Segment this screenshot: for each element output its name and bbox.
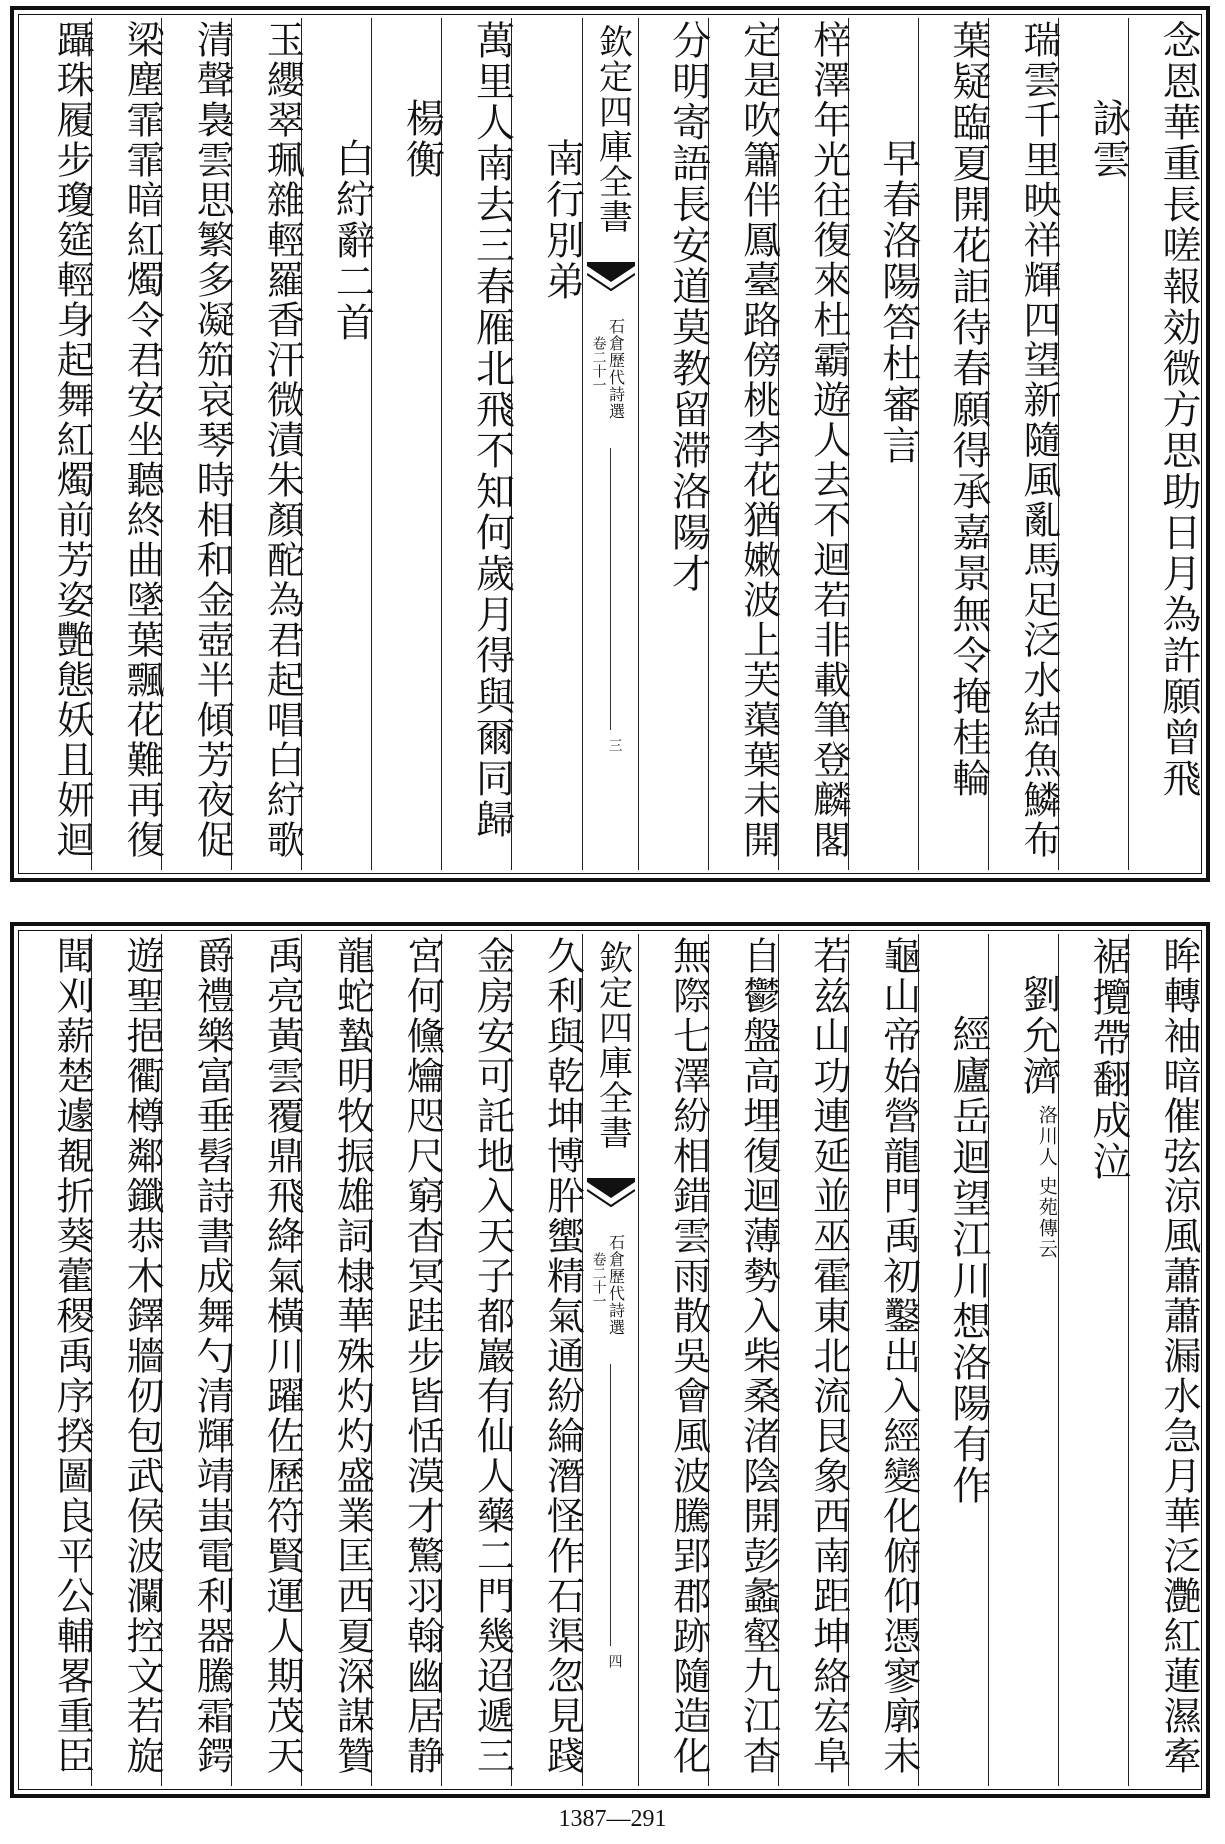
column-text: 清聲裊雲思繁多凝笳哀琴時相和金壺半傾芳夜促 <box>190 20 235 860</box>
column-text: 宮何儵爚咫尺窮杳冥跬步皆恬漠才驚羽翰幽居静 <box>400 936 445 1776</box>
text-column <box>371 18 445 870</box>
volume-label: 卷二十一 <box>590 1252 607 1308</box>
column-text: 若兹山功連延並巫霍東北流艮象西南距坤絡宏阜 <box>806 936 851 1776</box>
column-text: 定是吹簫伴鳳臺路傍桃李花猶嫩波上芙蕖葉未開 <box>736 20 781 860</box>
source-title: 石倉歷代詩選 <box>606 318 626 420</box>
column-text: 梓澤年光往復來杜霸遊人去不迴若非載筆登麟閣 <box>806 20 851 860</box>
author-annotation <box>1035 1097 1058 1260</box>
volume-label: 卷二十一 <box>590 336 607 392</box>
text-column <box>988 934 1061 1786</box>
column-text: 自鬱盤高埋復迴薄勢入柴桑渚陰開彭蠡壑九江杳 <box>736 936 781 1776</box>
text-column <box>1128 18 1201 870</box>
text-column <box>1128 934 1201 1786</box>
column-text: 萬里人南去三春雁北飛不知何歲月得與爾同歸 <box>469 20 515 840</box>
center-gutter <box>582 18 638 870</box>
page-number: 三 <box>606 738 623 752</box>
column-text: 葉疑臨夏開花詎待春願得承嘉景無令掩桂輪 <box>945 20 991 799</box>
text-column <box>511 18 585 870</box>
text-column <box>918 18 991 870</box>
text-column <box>988 18 1061 870</box>
lower-page-columns <box>22 934 1201 1786</box>
collection-title: 欽定四庫全書 <box>592 940 633 1150</box>
column-text: 金房安可託地入天子都巖有仙人藥二門幾迢遞三 <box>470 936 515 1776</box>
page-code: 1387—291 <box>558 1806 667 1832</box>
text-column <box>708 934 781 1786</box>
column-text: 無際七澤紛相錯雲雨散吳會風波騰郢郡跡隨造化 <box>666 936 711 1776</box>
author-line <box>989 974 1061 1260</box>
text-column <box>441 18 515 870</box>
upper-page-columns <box>22 18 1201 870</box>
text-column <box>1058 934 1131 1786</box>
text-column <box>848 934 921 1786</box>
fishtail-mark-icon <box>587 262 635 302</box>
text-column <box>638 934 711 1786</box>
text-column <box>371 934 445 1786</box>
lower-page <box>10 922 1210 1798</box>
collection-title: 欽定四庫全書 <box>592 24 633 234</box>
column-text: 瑞雲千里映祥輝四望新隨風亂馬足泛水結魚鱗布 <box>1016 20 1061 860</box>
poem-title: 詠雲 <box>1085 98 1131 180</box>
page-number: 四 <box>606 1654 623 1668</box>
author-name: 劉允濟 <box>1015 974 1061 1097</box>
poem-title: 早春洛陽答杜審言 <box>875 138 921 466</box>
column-text: 念恩華重長嗟報効微方思助日月為許願曾飛 <box>1156 20 1201 799</box>
column-text: 久利與乾坤博肸蠁精氣通紛綸潛怪作石渠忽見踐 <box>540 936 585 1776</box>
column-text: 躡珠履步瓊筵輕身起舞紅燭前芳姿艷態妖且妍迴 <box>50 20 95 860</box>
column-text: 梁塵霏霏暗紅燭令君安坐聽終曲墜葉飄花難再復 <box>120 20 165 860</box>
center-gutter <box>582 934 638 1786</box>
text-column <box>301 18 375 870</box>
text-column <box>1058 18 1131 870</box>
text-column <box>918 934 991 1786</box>
gutter-rule <box>610 1364 611 1646</box>
gutter-rule <box>610 448 611 730</box>
text-column <box>22 18 95 870</box>
annotation-line: 洛川人 <box>1035 1105 1058 1168</box>
poem-title: 經廬岳迴望江川想洛陽有作 <box>945 1014 991 1506</box>
text-column <box>708 18 781 870</box>
column-text: 玉纓翠珮雜輕羅香汗微漬朱顏酡為君起唱白紵歌 <box>260 20 305 860</box>
column-text: 龜山帝始營龍門禹初鑿出入經變化俯仰憑寥廓未 <box>876 936 921 1776</box>
poem-title: 白紵辭二首 <box>329 138 375 343</box>
column-text: 眸轉袖暗催弦涼風蕭蕭漏水急月華泛灔紅蓮濕牽 <box>1157 936 1201 1776</box>
text-column <box>161 934 235 1786</box>
text-column <box>511 934 585 1786</box>
poem-title: 南行別弟 <box>539 138 585 302</box>
text-column <box>778 18 851 870</box>
text-column <box>848 18 921 870</box>
column-text: 裾攬帶翻成泣 <box>1085 936 1131 1182</box>
text-column <box>231 18 305 870</box>
upper-page <box>10 6 1210 882</box>
fishtail-mark-icon <box>587 1178 635 1218</box>
text-column <box>91 934 165 1786</box>
text-column <box>161 18 235 870</box>
column-text: 遊聖挹衢樽鄰鑯恭木鐸牆仞包武侯波瀾控文若旋 <box>120 936 165 1776</box>
text-column <box>441 934 515 1786</box>
column-text: 龍蛇蟄明牧振雄詞棣華殊灼灼盛業匡西夏深謀贊 <box>330 936 375 1776</box>
text-column <box>638 18 711 870</box>
text-column <box>231 934 305 1786</box>
source-title: 石倉歷代詩選 <box>606 1234 626 1336</box>
column-text: 分明寄語長安道莫教留滞洛陽才 <box>665 20 711 594</box>
column-text: 爵禮樂富垂髫詩書成舞勺清輝靖蚩電利器騰霜鍔 <box>190 936 235 1776</box>
text-column <box>91 18 165 870</box>
annotation-line: 史苑傳云 <box>1035 1176 1058 1260</box>
author-name: 楊衡 <box>399 98 445 180</box>
text-column <box>22 934 95 1786</box>
column-text: 聞刈薪楚遽覩折葵藿稷禹序揆圖良平公輔畧重臣 <box>50 936 95 1776</box>
text-column <box>778 934 851 1786</box>
text-column <box>301 934 375 1786</box>
column-text: 禹亮黃雲覆鼎飛絳氣橫川躍佐歷符賢運人期茂天 <box>260 936 305 1776</box>
